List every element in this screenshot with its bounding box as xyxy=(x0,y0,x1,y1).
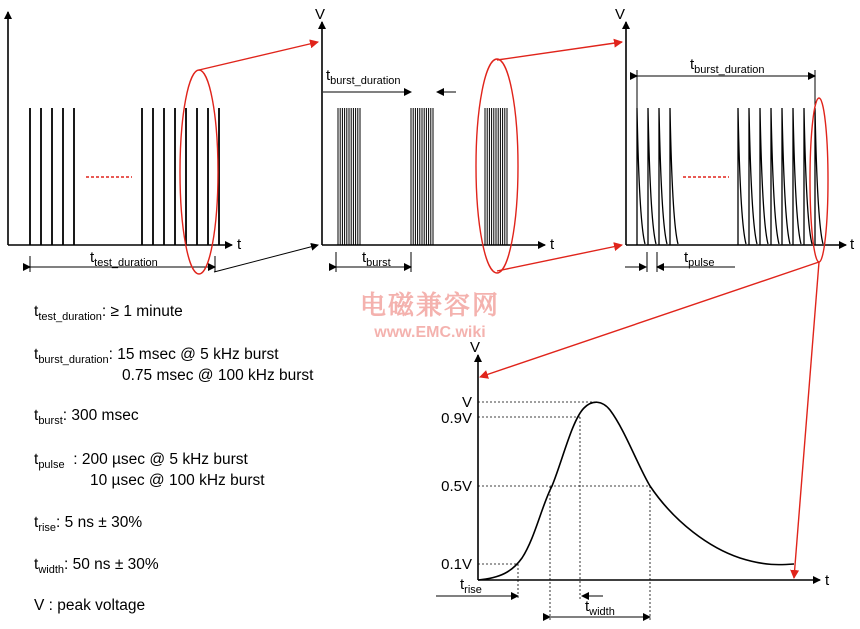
panel-bursts xyxy=(315,6,555,273)
watermark-cn: 电磁兼容网 xyxy=(359,291,500,321)
note-pulse: $t_{pulse}$ : 200 µsec @ 5 kHz burst xyxy=(34,451,248,471)
spike-pulse xyxy=(659,108,667,245)
pulse-width-label: $t_{width}$ xyxy=(585,598,615,618)
connector-p1-bottom xyxy=(214,245,318,272)
spike-pulse xyxy=(749,108,757,245)
pulse-v-axis-label: V xyxy=(470,339,481,356)
panel1-test-duration-label: $t_{test\_duration}$ xyxy=(90,249,158,269)
panel3-t-label: t xyxy=(850,236,855,253)
panel3-pulse-label: $t_{pulse}$ xyxy=(684,249,715,269)
connector-p2-top xyxy=(497,42,622,60)
spike-pulse xyxy=(771,108,779,245)
level-label-peak: V xyxy=(461,394,472,411)
panel2-burst-label: $t_{burst}$ xyxy=(362,249,391,269)
panel2-zoom-ellipse xyxy=(476,59,518,273)
spike-pulse xyxy=(637,108,645,245)
watermark-en: www.EMC.wiki xyxy=(374,324,486,341)
panel3-zoom-ellipse xyxy=(810,98,828,262)
single-pulse-waveform xyxy=(436,339,830,622)
note-burst: $t_{burst}$: 300 msec xyxy=(34,407,139,427)
spike-pulse xyxy=(815,108,823,245)
spike-pulse xyxy=(760,108,768,245)
level-label-10: 0.1V xyxy=(441,556,472,573)
panel2-burst-groups xyxy=(338,108,507,245)
panel1-t-label: t xyxy=(237,236,242,253)
watermark xyxy=(340,285,520,342)
spike-pulse xyxy=(782,108,790,245)
panel-test-duration xyxy=(8,12,242,274)
level-label-50: 0.5V xyxy=(441,478,472,495)
note-pulse-line2: 10 µsec @ 100 kHz burst xyxy=(90,472,265,489)
panel2-v-label: V xyxy=(315,6,326,23)
connector-p1-top xyxy=(199,42,318,70)
spike-pulse xyxy=(648,108,656,245)
rise-time-label: $t_{rise}$ xyxy=(460,576,482,596)
note-burst-duration: $t_{burst\_duration}$: 15 msec @ 5 kHz burst xyxy=(34,346,279,366)
pulse-curve xyxy=(478,402,794,580)
panel2-burst-duration-label: $t_{burst\_duration}$ xyxy=(326,67,401,87)
connector-p3-top xyxy=(480,262,819,377)
panel3-burst-duration-label: $t_{burst\_duration}$ xyxy=(690,56,765,76)
note-peak-voltage: V : peak voltage xyxy=(34,597,146,614)
connector-p3-bottom xyxy=(794,262,819,578)
connector-p2-bottom xyxy=(497,245,622,271)
panel1-pulse-train xyxy=(30,108,219,245)
panel3-pulse-train xyxy=(637,108,823,245)
panel-single-burst xyxy=(615,6,855,272)
panel3-v-label: V xyxy=(615,6,626,23)
pulse-t-axis-label: t xyxy=(825,572,830,589)
spike-pulse xyxy=(670,108,678,245)
note-rise: $t_{rise}$: 5 ns ± 30% xyxy=(34,514,143,534)
spike-pulse xyxy=(738,108,746,245)
note-width: $t_{width}$: 50 ns ± 30% xyxy=(34,556,159,576)
level-label-90: 0.9V xyxy=(441,410,472,427)
note-test-duration: $t_{test\_duration}$: ≥ 1 minute xyxy=(34,303,183,323)
spike-pulse xyxy=(793,108,801,245)
note-burst-duration-line2: 0.75 msec @ 100 kHz burst xyxy=(122,367,314,384)
panel2-t-label: t xyxy=(550,236,555,253)
